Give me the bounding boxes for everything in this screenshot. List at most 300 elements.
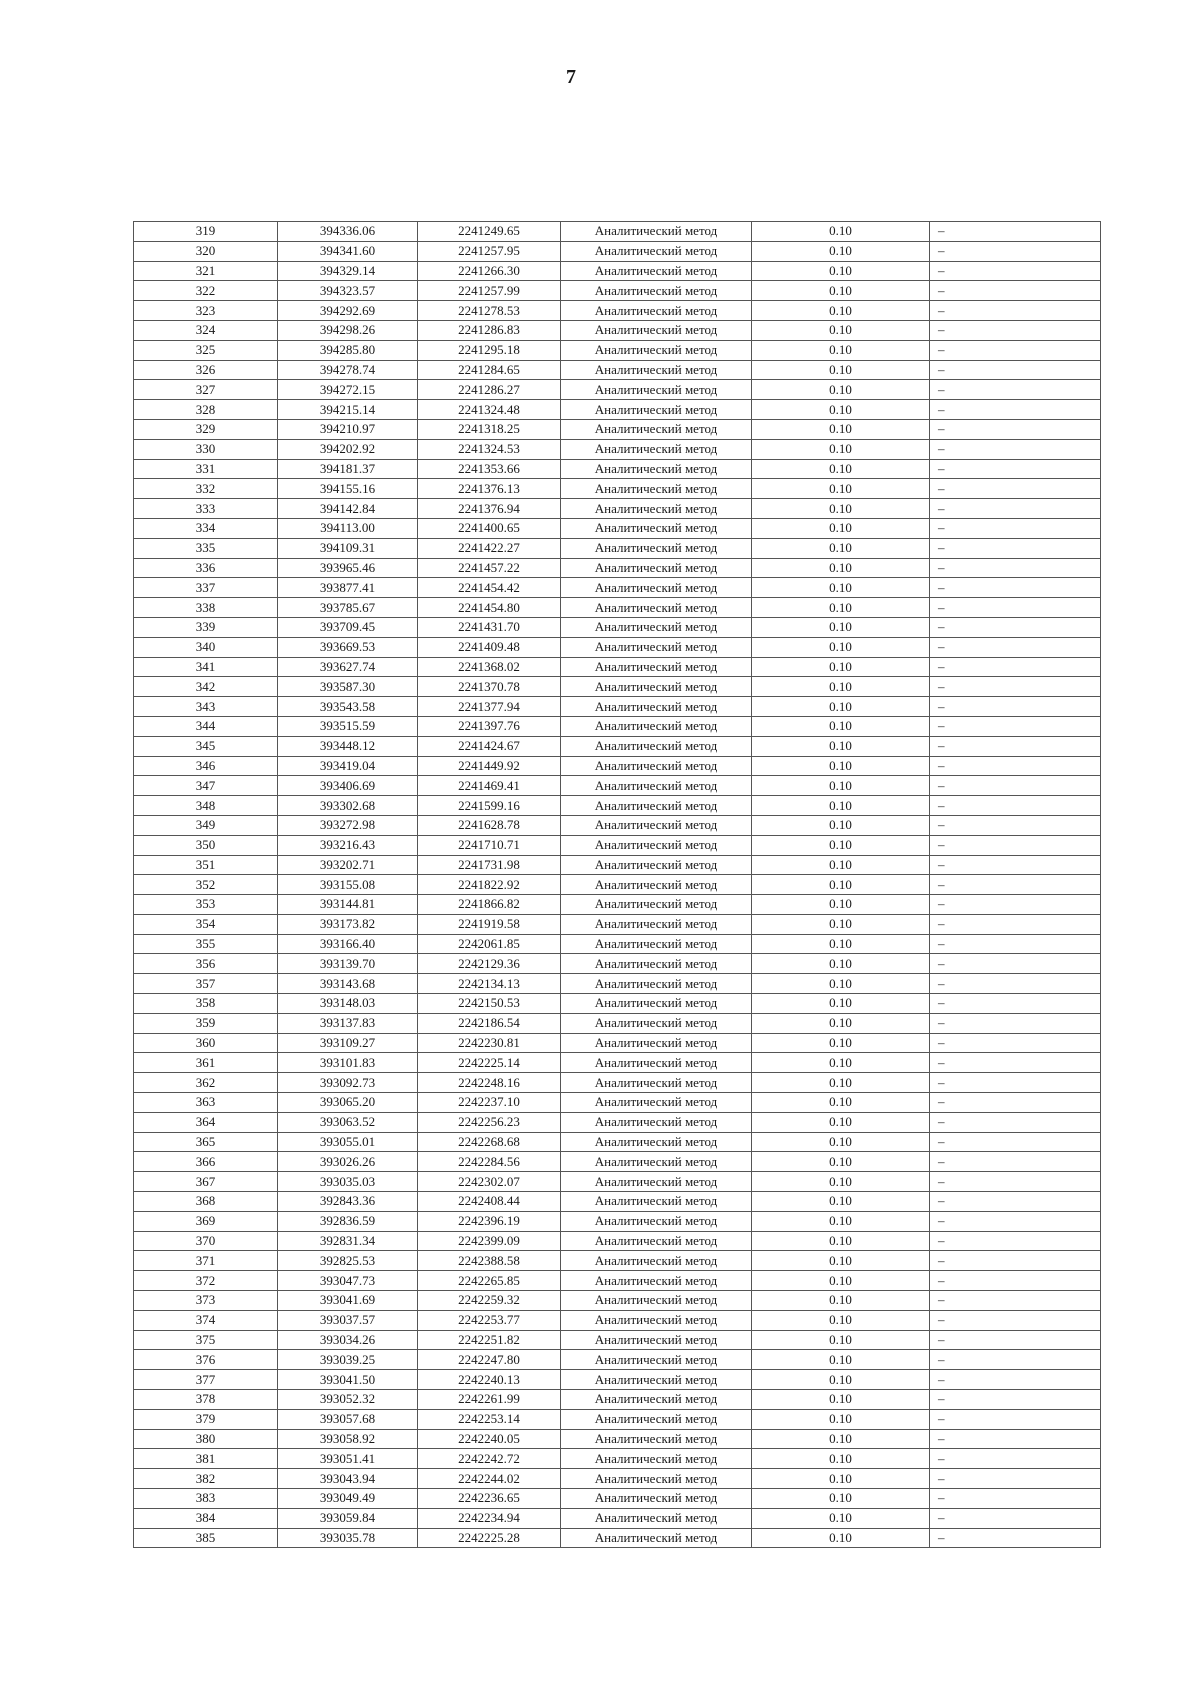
method-cell: Аналитический метод [561, 994, 752, 1014]
method-cell: Аналитический метод [561, 934, 752, 954]
point-number-cell: 347 [134, 776, 278, 796]
table-row [134, 360, 1101, 380]
x-coordinate-cell: 393139.70 [278, 954, 418, 974]
accuracy-cell: 0.10 [752, 598, 930, 618]
method-cell: Аналитический метод [561, 479, 752, 499]
note-cell: – [930, 1449, 1101, 1469]
accuracy-cell: 0.10 [752, 538, 930, 558]
method-cell: Аналитический метод [561, 1429, 752, 1449]
method-cell: Аналитический метод [561, 1192, 752, 1212]
y-coordinate-cell: 2242225.14 [418, 1053, 561, 1073]
y-coordinate-cell: 2242261.99 [418, 1390, 561, 1410]
point-number-cell: 326 [134, 360, 278, 380]
table-row [134, 1093, 1101, 1113]
y-coordinate-cell: 2241469.41 [418, 776, 561, 796]
method-cell: Аналитический метод [561, 1152, 752, 1172]
x-coordinate-cell: 393202.71 [278, 855, 418, 875]
x-coordinate-cell: 393302.68 [278, 796, 418, 816]
y-coordinate-cell: 2242399.09 [418, 1231, 561, 1251]
point-number-cell: 357 [134, 974, 278, 994]
note-cell: – [930, 677, 1101, 697]
method-cell: Аналитический метод [561, 1132, 752, 1152]
method-cell: Аналитический метод [561, 855, 752, 875]
point-number-cell: 372 [134, 1271, 278, 1291]
y-coordinate-cell: 2242234.94 [418, 1508, 561, 1528]
accuracy-cell: 0.10 [752, 796, 930, 816]
point-number-cell: 367 [134, 1172, 278, 1192]
table-row [134, 598, 1101, 618]
point-number-cell: 351 [134, 855, 278, 875]
y-coordinate-cell: 2242242.72 [418, 1449, 561, 1469]
x-coordinate-cell: 393587.30 [278, 677, 418, 697]
accuracy-cell: 0.10 [752, 439, 930, 459]
y-coordinate-cell: 2241454.80 [418, 598, 561, 618]
point-number-cell: 380 [134, 1429, 278, 1449]
accuracy-cell: 0.10 [752, 301, 930, 321]
x-coordinate-cell: 394210.97 [278, 419, 418, 439]
x-coordinate-cell: 392843.36 [278, 1192, 418, 1212]
y-coordinate-cell: 2241278.53 [418, 301, 561, 321]
x-coordinate-cell: 393155.08 [278, 875, 418, 895]
note-cell: – [930, 1211, 1101, 1231]
y-coordinate-cell: 2242236.65 [418, 1489, 561, 1509]
note-cell: – [930, 261, 1101, 281]
y-coordinate-cell: 2241284.65 [418, 360, 561, 380]
accuracy-cell: 0.10 [752, 716, 930, 736]
x-coordinate-cell: 394323.57 [278, 281, 418, 301]
y-coordinate-cell: 2241370.78 [418, 677, 561, 697]
x-coordinate-cell: 393109.27 [278, 1033, 418, 1053]
x-coordinate-cell: 394292.69 [278, 301, 418, 321]
accuracy-cell: 0.10 [752, 1390, 930, 1410]
method-cell: Аналитический метод [561, 1033, 752, 1053]
x-coordinate-cell: 394285.80 [278, 340, 418, 360]
accuracy-cell: 0.10 [752, 1013, 930, 1033]
note-cell: – [930, 1409, 1101, 1429]
x-coordinate-cell: 393669.53 [278, 637, 418, 657]
y-coordinate-cell: 2242237.10 [418, 1093, 561, 1113]
table-row [134, 578, 1101, 598]
x-coordinate-cell: 393049.49 [278, 1489, 418, 1509]
y-coordinate-cell: 2242396.19 [418, 1211, 561, 1231]
table-row [134, 637, 1101, 657]
method-cell: Аналитический метод [561, 241, 752, 261]
table-row [134, 1251, 1101, 1271]
table-row [134, 1330, 1101, 1350]
accuracy-cell: 0.10 [752, 1053, 930, 1073]
table-row [134, 1429, 1101, 1449]
accuracy-cell: 0.10 [752, 1508, 930, 1528]
x-coordinate-cell: 393543.58 [278, 697, 418, 717]
accuracy-cell: 0.10 [752, 994, 930, 1014]
method-cell: Аналитический метод [561, 756, 752, 776]
y-coordinate-cell: 2241257.95 [418, 241, 561, 261]
method-cell: Аналитический метод [561, 578, 752, 598]
note-cell: – [930, 1429, 1101, 1449]
method-cell: Аналитический метод [561, 657, 752, 677]
method-cell: Аналитический метод [561, 1093, 752, 1113]
table-row [134, 538, 1101, 558]
note-cell: – [930, 400, 1101, 420]
y-coordinate-cell: 2242244.02 [418, 1469, 561, 1489]
table-row [134, 439, 1101, 459]
table-row [134, 1172, 1101, 1192]
table-row [134, 1449, 1101, 1469]
y-coordinate-cell: 2242129.36 [418, 954, 561, 974]
point-number-cell: 332 [134, 479, 278, 499]
x-coordinate-cell: 393092.73 [278, 1073, 418, 1093]
y-coordinate-cell: 2241368.02 [418, 657, 561, 677]
point-number-cell: 341 [134, 657, 278, 677]
point-number-cell: 338 [134, 598, 278, 618]
point-number-cell: 381 [134, 1449, 278, 1469]
point-number-cell: 353 [134, 895, 278, 915]
point-number-cell: 350 [134, 835, 278, 855]
note-cell: – [930, 598, 1101, 618]
table-row [134, 776, 1101, 796]
x-coordinate-cell: 393216.43 [278, 835, 418, 855]
x-coordinate-cell: 394278.74 [278, 360, 418, 380]
method-cell: Аналитический метод [561, 697, 752, 717]
point-number-cell: 324 [134, 320, 278, 340]
y-coordinate-cell: 2241318.25 [418, 419, 561, 439]
point-number-cell: 365 [134, 1132, 278, 1152]
point-number-cell: 330 [134, 439, 278, 459]
y-coordinate-cell: 2241409.48 [418, 637, 561, 657]
x-coordinate-cell: 393272.98 [278, 815, 418, 835]
y-coordinate-cell: 2242268.68 [418, 1132, 561, 1152]
point-number-cell: 383 [134, 1489, 278, 1509]
table-row [134, 380, 1101, 400]
table-row [134, 1508, 1101, 1528]
y-coordinate-cell: 2241431.70 [418, 617, 561, 637]
x-coordinate-cell: 393051.41 [278, 1449, 418, 1469]
table-row [134, 974, 1101, 994]
table-row [134, 241, 1101, 261]
point-number-cell: 379 [134, 1409, 278, 1429]
x-coordinate-cell: 394215.14 [278, 400, 418, 420]
x-coordinate-cell: 394113.00 [278, 518, 418, 538]
method-cell: Аналитический метод [561, 1172, 752, 1192]
point-number-cell: 364 [134, 1112, 278, 1132]
note-cell: – [930, 1132, 1101, 1152]
table-row [134, 1469, 1101, 1489]
point-number-cell: 352 [134, 875, 278, 895]
method-cell: Аналитический метод [561, 895, 752, 915]
table-row [134, 1409, 1101, 1429]
point-number-cell: 358 [134, 994, 278, 1014]
point-number-cell: 340 [134, 637, 278, 657]
y-coordinate-cell: 2241710.71 [418, 835, 561, 855]
table-row [134, 479, 1101, 499]
table-row [134, 796, 1101, 816]
table-row [134, 835, 1101, 855]
point-number-cell: 377 [134, 1370, 278, 1390]
note-cell: – [930, 518, 1101, 538]
accuracy-cell: 0.10 [752, 1310, 930, 1330]
x-coordinate-cell: 393034.26 [278, 1330, 418, 1350]
y-coordinate-cell: 2241457.22 [418, 558, 561, 578]
table-row [134, 222, 1101, 242]
method-cell: Аналитический метод [561, 1310, 752, 1330]
accuracy-cell: 0.10 [752, 974, 930, 994]
accuracy-cell: 0.10 [752, 518, 930, 538]
method-cell: Аналитический метод [561, 617, 752, 637]
table-row [134, 518, 1101, 538]
point-number-cell: 333 [134, 499, 278, 519]
accuracy-cell: 0.10 [752, 1172, 930, 1192]
method-cell: Аналитический метод [561, 875, 752, 895]
method-cell: Аналитический метод [561, 1112, 752, 1132]
method-cell: Аналитический метод [561, 499, 752, 519]
note-cell: – [930, 1310, 1101, 1330]
x-coordinate-cell: 393059.84 [278, 1508, 418, 1528]
accuracy-cell: 0.10 [752, 479, 930, 499]
point-number-cell: 342 [134, 677, 278, 697]
note-cell: – [930, 1013, 1101, 1033]
x-coordinate-cell: 393785.67 [278, 598, 418, 618]
method-cell: Аналитический метод [561, 222, 752, 242]
accuracy-cell: 0.10 [752, 617, 930, 637]
x-coordinate-cell: 393173.82 [278, 914, 418, 934]
accuracy-cell: 0.10 [752, 222, 930, 242]
x-coordinate-cell: 394181.37 [278, 459, 418, 479]
x-coordinate-cell: 392825.53 [278, 1251, 418, 1271]
method-cell: Аналитический метод [561, 558, 752, 578]
method-cell: Аналитический метод [561, 815, 752, 835]
y-coordinate-cell: 2241731.98 [418, 855, 561, 875]
x-coordinate-cell: 392831.34 [278, 1231, 418, 1251]
table-row [134, 281, 1101, 301]
y-coordinate-cell: 2241295.18 [418, 340, 561, 360]
method-cell: Аналитический метод [561, 1489, 752, 1509]
y-coordinate-cell: 2242230.81 [418, 1033, 561, 1053]
point-number-cell: 370 [134, 1231, 278, 1251]
note-cell: – [930, 1192, 1101, 1212]
point-number-cell: 336 [134, 558, 278, 578]
table-row [134, 1033, 1101, 1053]
table-row [134, 1112, 1101, 1132]
x-coordinate-cell: 394155.16 [278, 479, 418, 499]
table-body [134, 222, 1101, 1548]
point-number-cell: 382 [134, 1469, 278, 1489]
y-coordinate-cell: 2242259.32 [418, 1291, 561, 1311]
point-number-cell: 366 [134, 1152, 278, 1172]
accuracy-cell: 0.10 [752, 736, 930, 756]
page-number: 7 [566, 66, 576, 88]
method-cell: Аналитический метод [561, 716, 752, 736]
table-row [134, 1528, 1101, 1548]
note-cell: – [930, 1469, 1101, 1489]
note-cell: – [930, 301, 1101, 321]
note-cell: – [930, 538, 1101, 558]
note-cell: – [930, 1073, 1101, 1093]
accuracy-cell: 0.10 [752, 1409, 930, 1429]
accuracy-cell: 0.10 [752, 914, 930, 934]
accuracy-cell: 0.10 [752, 400, 930, 420]
point-number-cell: 346 [134, 756, 278, 776]
y-coordinate-cell: 2241324.53 [418, 439, 561, 459]
y-coordinate-cell: 2241266.30 [418, 261, 561, 281]
x-coordinate-cell: 393047.73 [278, 1271, 418, 1291]
note-cell: – [930, 914, 1101, 934]
x-coordinate-cell: 393057.68 [278, 1409, 418, 1429]
method-cell: Аналитический метод [561, 1350, 752, 1370]
point-number-cell: 369 [134, 1211, 278, 1231]
note-cell: – [930, 875, 1101, 895]
note-cell: – [930, 855, 1101, 875]
table-row [134, 1211, 1101, 1231]
y-coordinate-cell: 2242150.53 [418, 994, 561, 1014]
coordinates-table [133, 221, 1101, 1548]
table-row [134, 934, 1101, 954]
table-row [134, 716, 1101, 736]
accuracy-cell: 0.10 [752, 815, 930, 835]
note-cell: – [930, 815, 1101, 835]
accuracy-cell: 0.10 [752, 1528, 930, 1548]
point-number-cell: 354 [134, 914, 278, 934]
y-coordinate-cell: 2241377.94 [418, 697, 561, 717]
note-cell: – [930, 657, 1101, 677]
y-coordinate-cell: 2241424.67 [418, 736, 561, 756]
y-coordinate-cell: 2242408.44 [418, 1192, 561, 1212]
table-row [134, 558, 1101, 578]
accuracy-cell: 0.10 [752, 637, 930, 657]
table-row [134, 1390, 1101, 1410]
accuracy-cell: 0.10 [752, 657, 930, 677]
note-cell: – [930, 934, 1101, 954]
x-coordinate-cell: 393448.12 [278, 736, 418, 756]
method-cell: Аналитический метод [561, 1291, 752, 1311]
method-cell: Аналитический метод [561, 1508, 752, 1528]
note-cell: – [930, 241, 1101, 261]
method-cell: Аналитический метод [561, 320, 752, 340]
y-coordinate-cell: 2241397.76 [418, 716, 561, 736]
note-cell: – [930, 1508, 1101, 1528]
accuracy-cell: 0.10 [752, 241, 930, 261]
x-coordinate-cell: 394341.60 [278, 241, 418, 261]
accuracy-cell: 0.10 [752, 875, 930, 895]
point-number-cell: 385 [134, 1528, 278, 1548]
x-coordinate-cell: 393037.57 [278, 1310, 418, 1330]
y-coordinate-cell: 2242240.05 [418, 1429, 561, 1449]
note-cell: – [930, 756, 1101, 776]
x-coordinate-cell: 393515.59 [278, 716, 418, 736]
note-cell: – [930, 320, 1101, 340]
table-row [134, 340, 1101, 360]
method-cell: Аналитический метод [561, 518, 752, 538]
table-row [134, 617, 1101, 637]
x-coordinate-cell: 393052.32 [278, 1390, 418, 1410]
accuracy-cell: 0.10 [752, 855, 930, 875]
note-cell: – [930, 1093, 1101, 1113]
table-row [134, 499, 1101, 519]
table-row [134, 1370, 1101, 1390]
note-cell: – [930, 1528, 1101, 1548]
y-coordinate-cell: 2242265.85 [418, 1271, 561, 1291]
table-row [134, 1152, 1101, 1172]
y-coordinate-cell: 2242134.13 [418, 974, 561, 994]
method-cell: Аналитический метод [561, 776, 752, 796]
note-cell: – [930, 776, 1101, 796]
table-row [134, 1310, 1101, 1330]
note-cell: – [930, 716, 1101, 736]
point-number-cell: 355 [134, 934, 278, 954]
table-row [134, 1350, 1101, 1370]
x-coordinate-cell: 394298.26 [278, 320, 418, 340]
accuracy-cell: 0.10 [752, 340, 930, 360]
accuracy-cell: 0.10 [752, 1033, 930, 1053]
note-cell: – [930, 1370, 1101, 1390]
method-cell: Аналитический метод [561, 439, 752, 459]
table-row [134, 459, 1101, 479]
note-cell: – [930, 1390, 1101, 1410]
accuracy-cell: 0.10 [752, 558, 930, 578]
x-coordinate-cell: 393166.40 [278, 934, 418, 954]
point-number-cell: 378 [134, 1390, 278, 1410]
point-number-cell: 343 [134, 697, 278, 717]
method-cell: Аналитический метод [561, 1073, 752, 1093]
accuracy-cell: 0.10 [752, 697, 930, 717]
point-number-cell: 360 [134, 1033, 278, 1053]
y-coordinate-cell: 2241249.65 [418, 222, 561, 242]
y-coordinate-cell: 2242256.23 [418, 1112, 561, 1132]
method-cell: Аналитический метод [561, 459, 752, 479]
x-coordinate-cell: 394142.84 [278, 499, 418, 519]
accuracy-cell: 0.10 [752, 1469, 930, 1489]
x-coordinate-cell: 393041.69 [278, 1291, 418, 1311]
note-cell: – [930, 459, 1101, 479]
accuracy-cell: 0.10 [752, 320, 930, 340]
y-coordinate-cell: 2242388.58 [418, 1251, 561, 1271]
note-cell: – [930, 1251, 1101, 1271]
table-row [134, 736, 1101, 756]
y-coordinate-cell: 2242302.07 [418, 1172, 561, 1192]
y-coordinate-cell: 2242061.85 [418, 934, 561, 954]
note-cell: – [930, 578, 1101, 598]
point-number-cell: 371 [134, 1251, 278, 1271]
method-cell: Аналитический метод [561, 598, 752, 618]
table-row [134, 855, 1101, 875]
accuracy-cell: 0.10 [752, 895, 930, 915]
method-cell: Аналитический метод [561, 1390, 752, 1410]
x-coordinate-cell: 394272.15 [278, 380, 418, 400]
accuracy-cell: 0.10 [752, 1132, 930, 1152]
point-number-cell: 323 [134, 301, 278, 321]
table-row [134, 400, 1101, 420]
method-cell: Аналитический метод [561, 954, 752, 974]
accuracy-cell: 0.10 [752, 677, 930, 697]
accuracy-cell: 0.10 [752, 1112, 930, 1132]
accuracy-cell: 0.10 [752, 1271, 930, 1291]
point-number-cell: 339 [134, 617, 278, 637]
table-row [134, 1073, 1101, 1093]
note-cell: – [930, 558, 1101, 578]
point-number-cell: 319 [134, 222, 278, 242]
accuracy-cell: 0.10 [752, 1330, 930, 1350]
x-coordinate-cell: 393148.03 [278, 994, 418, 1014]
method-cell: Аналитический метод [561, 261, 752, 281]
accuracy-cell: 0.10 [752, 934, 930, 954]
table-row [134, 1231, 1101, 1251]
accuracy-cell: 0.10 [752, 360, 930, 380]
accuracy-cell: 0.10 [752, 281, 930, 301]
point-number-cell: 337 [134, 578, 278, 598]
note-cell: – [930, 637, 1101, 657]
note-cell: – [930, 222, 1101, 242]
y-coordinate-cell: 2241822.92 [418, 875, 561, 895]
note-cell: – [930, 1053, 1101, 1073]
